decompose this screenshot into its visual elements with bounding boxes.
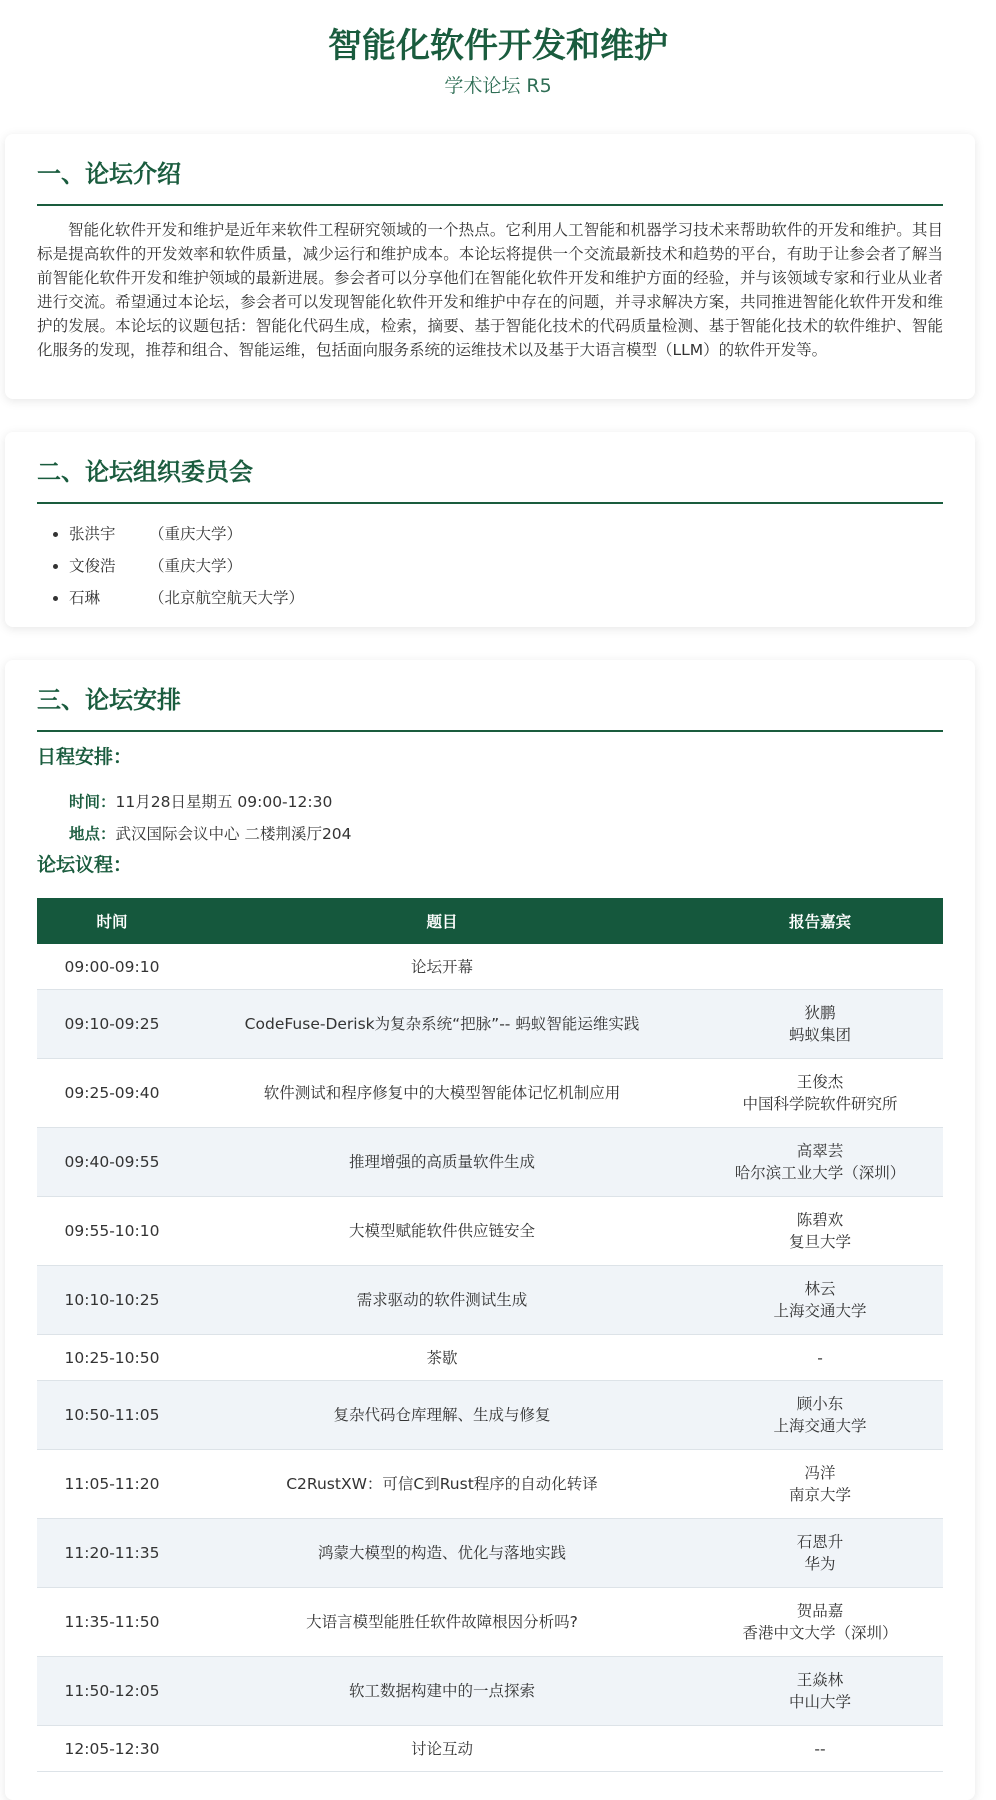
- row-time: 10:25-10:50: [37, 1335, 187, 1381]
- row-topic: 鸿蒙大模型的构造、优化与落地实践: [187, 1519, 697, 1588]
- table-row: [37, 1059, 943, 1128]
- page-title: 智能化软件开发和维护: [328, 26, 668, 66]
- row-topic: C2RustXW：可信C到Rust程序的自动化转译: [187, 1450, 697, 1519]
- table-row: [37, 1450, 943, 1519]
- row-speaker-cell: [697, 1335, 943, 1381]
- table-row: [37, 1657, 943, 1726]
- speaker-org: 香港中文大学（深圳）: [742, 1624, 898, 1642]
- speaker-org: 复旦大学: [788, 1233, 851, 1251]
- page-subtitle: 学术论坛 R5: [444, 75, 552, 97]
- committee-card: [5, 432, 975, 627]
- row-speaker-cell: [697, 1519, 943, 1588]
- speaker-name: 贺品嘉: [796, 1602, 844, 1620]
- member-affiliation: （重庆大学）: [149, 557, 243, 575]
- table-row: [37, 1519, 943, 1588]
- speaker-org: 中山大学: [788, 1693, 851, 1711]
- row-topic: 大语言模型能胜任软件故障根因分析吗?: [187, 1588, 697, 1657]
- row-time: 11:35-11:50: [37, 1588, 187, 1657]
- row-topic: 需求驱动的软件测试生成: [187, 1266, 697, 1335]
- committee-member: [69, 550, 943, 582]
- speaker-org: 哈尔滨工业大学（深圳）: [734, 1164, 906, 1182]
- member-name: 文俊浩: [69, 557, 116, 575]
- speaker-name: 王焱林: [796, 1671, 844, 1689]
- table-row: [37, 1726, 943, 1772]
- schedule-title: 三、论坛安排: [37, 674, 943, 732]
- committee-list: [37, 504, 943, 614]
- speaker-org: 上海交通大学: [773, 1302, 867, 1320]
- speaker-name: -: [817, 1348, 823, 1367]
- row-time: 12:05-12:30: [37, 1726, 187, 1772]
- table-row: [37, 1128, 943, 1197]
- speaker-name: --: [814, 1739, 826, 1758]
- table-row: [37, 1197, 943, 1266]
- row-topic: 茶歇: [187, 1335, 697, 1381]
- row-speaker-cell: [697, 1588, 943, 1657]
- table-row: [37, 1588, 943, 1657]
- schedule-time: [37, 786, 943, 818]
- speaker-org: 中国科学院软件研究所: [742, 1095, 898, 1113]
- row-speaker-cell: [697, 1726, 943, 1772]
- row-time: 11:05-11:20: [37, 1450, 187, 1519]
- row-time: 09:40-09:55: [37, 1128, 187, 1197]
- row-topic: 论坛开幕: [187, 944, 697, 990]
- location-value: 武汉国际会议中心 二楼荆溪厅204: [115, 825, 352, 843]
- row-time: 09:55-10:10: [37, 1197, 187, 1266]
- speaker-name: 高翠芸: [796, 1142, 844, 1160]
- schedule-heading: 日程安排：: [37, 746, 133, 768]
- row-topic: 复杂代码仓库理解、生成与修复: [187, 1381, 697, 1450]
- column-header-topic: 题目: [187, 898, 697, 944]
- row-speaker-cell: [697, 944, 943, 990]
- member-affiliation: （北京航空航天大学）: [149, 589, 305, 607]
- row-speaker-cell: [697, 1197, 943, 1266]
- speaker-name: 顾小东: [796, 1395, 844, 1413]
- speaker-name: 王俊杰: [796, 1073, 844, 1091]
- column-header-time: 时间: [37, 898, 187, 944]
- member-name: 张洪宇: [69, 525, 116, 543]
- row-topic: 讨论互动: [187, 1726, 697, 1772]
- row-speaker-cell: [697, 1381, 943, 1450]
- row-time: 09:25-09:40: [37, 1059, 187, 1128]
- location-label: 地点：: [69, 825, 116, 843]
- member-affiliation: （重庆大学）: [149, 525, 243, 543]
- row-speaker-cell: [697, 1128, 943, 1197]
- speaker-name: 冯洋: [804, 1464, 836, 1482]
- table-row: [37, 990, 943, 1059]
- speaker-org: 上海交通大学: [773, 1417, 867, 1435]
- committee-title: 二、论坛组织委员会: [37, 446, 943, 504]
- row-speaker-cell: [697, 1450, 943, 1519]
- row-topic: 软工数据构建中的一点探索: [187, 1657, 697, 1726]
- row-time: 09:00-09:10: [37, 944, 187, 990]
- row-topic: 软件测试和程序修复中的大模型智能体记忆机制应用: [187, 1059, 697, 1128]
- speaker-name: 林云: [804, 1280, 836, 1298]
- row-topic: 推理增强的高质量软件生成: [187, 1128, 697, 1197]
- speaker-org: 南京大学: [788, 1486, 851, 1504]
- table-row: [37, 944, 943, 990]
- committee-member: [69, 582, 943, 614]
- row-time: 10:50-11:05: [37, 1381, 187, 1450]
- intro-title: 一、论坛介绍: [37, 148, 943, 206]
- row-speaker-cell: [697, 1266, 943, 1335]
- schedule-location: [37, 818, 943, 850]
- table-row: [37, 1381, 943, 1450]
- row-topic: 大模型赋能软件供应链安全: [187, 1197, 697, 1266]
- row-time: 11:20-11:35: [37, 1519, 187, 1588]
- page-header: [0, 0, 996, 108]
- row-topic: CodeFuse-Derisk为复杂系统“把脉”-- 蚂蚁智能运维实践: [187, 990, 697, 1059]
- intro-text: 智能化软件开发和维护是近年来软件工程研究领域的一个热点。它利用人工智能和机器学习技术来帮助软件的开发和维护。其目标是提高软件的开发效率和软件质量，减少运行和维护成本。本论坛将提供一个交流最新技术和趋势的平台，有助于让参会者了解当前智能化软件开发和维护领域的最新进展。参会者可以分享他们在智能化软件开发和维护方面的经验，并与该领域专家和行业从业者进行交流。希望通过本论坛，参会者可以发现智能化软件开发和维护中存在的问题，并寻求解决方案，共同推进智能化软件开发和维护的发展。本论坛的议题包括：智能化代码生成，检索，摘要、基于智能化技术的代码质量检测、基于智能化技术的软件维护、智能化服务的发现，推荐和组合、智能运维，包括面向服务系统的运维技术以及基于大语言模型（LLM）的软件开发等。: [37, 221, 943, 359]
- table-row: [37, 1266, 943, 1335]
- row-time: 11:50-12:05: [37, 1657, 187, 1726]
- agenda-table: [37, 898, 943, 1772]
- row-speaker-cell: [697, 1059, 943, 1128]
- agenda-heading: 论坛议程：: [37, 854, 133, 876]
- time-label: 时间：: [69, 793, 116, 811]
- speaker-name: 陈碧欢: [796, 1211, 844, 1229]
- table-row: [37, 1335, 943, 1381]
- member-name: 石琳: [69, 589, 101, 607]
- speaker-name: 石恩升: [796, 1533, 844, 1551]
- row-speaker-cell: [697, 1657, 943, 1726]
- time-value: 11月28日星期五 09:00-12:30: [115, 793, 333, 811]
- intro-card: [5, 134, 975, 399]
- row-time: 09:10-09:25: [37, 990, 187, 1059]
- speaker-org: 华为: [804, 1555, 836, 1573]
- row-time: 10:10-10:25: [37, 1266, 187, 1335]
- agenda-header-row: [37, 898, 943, 944]
- column-header-speaker: 报告嘉宾: [697, 898, 943, 944]
- row-speaker-cell: [697, 990, 943, 1059]
- speaker-org: 蚂蚁集团: [788, 1026, 851, 1044]
- speaker-name: 狄鹏: [804, 1004, 836, 1022]
- schedule-card: [5, 660, 975, 1800]
- committee-member: [69, 518, 943, 550]
